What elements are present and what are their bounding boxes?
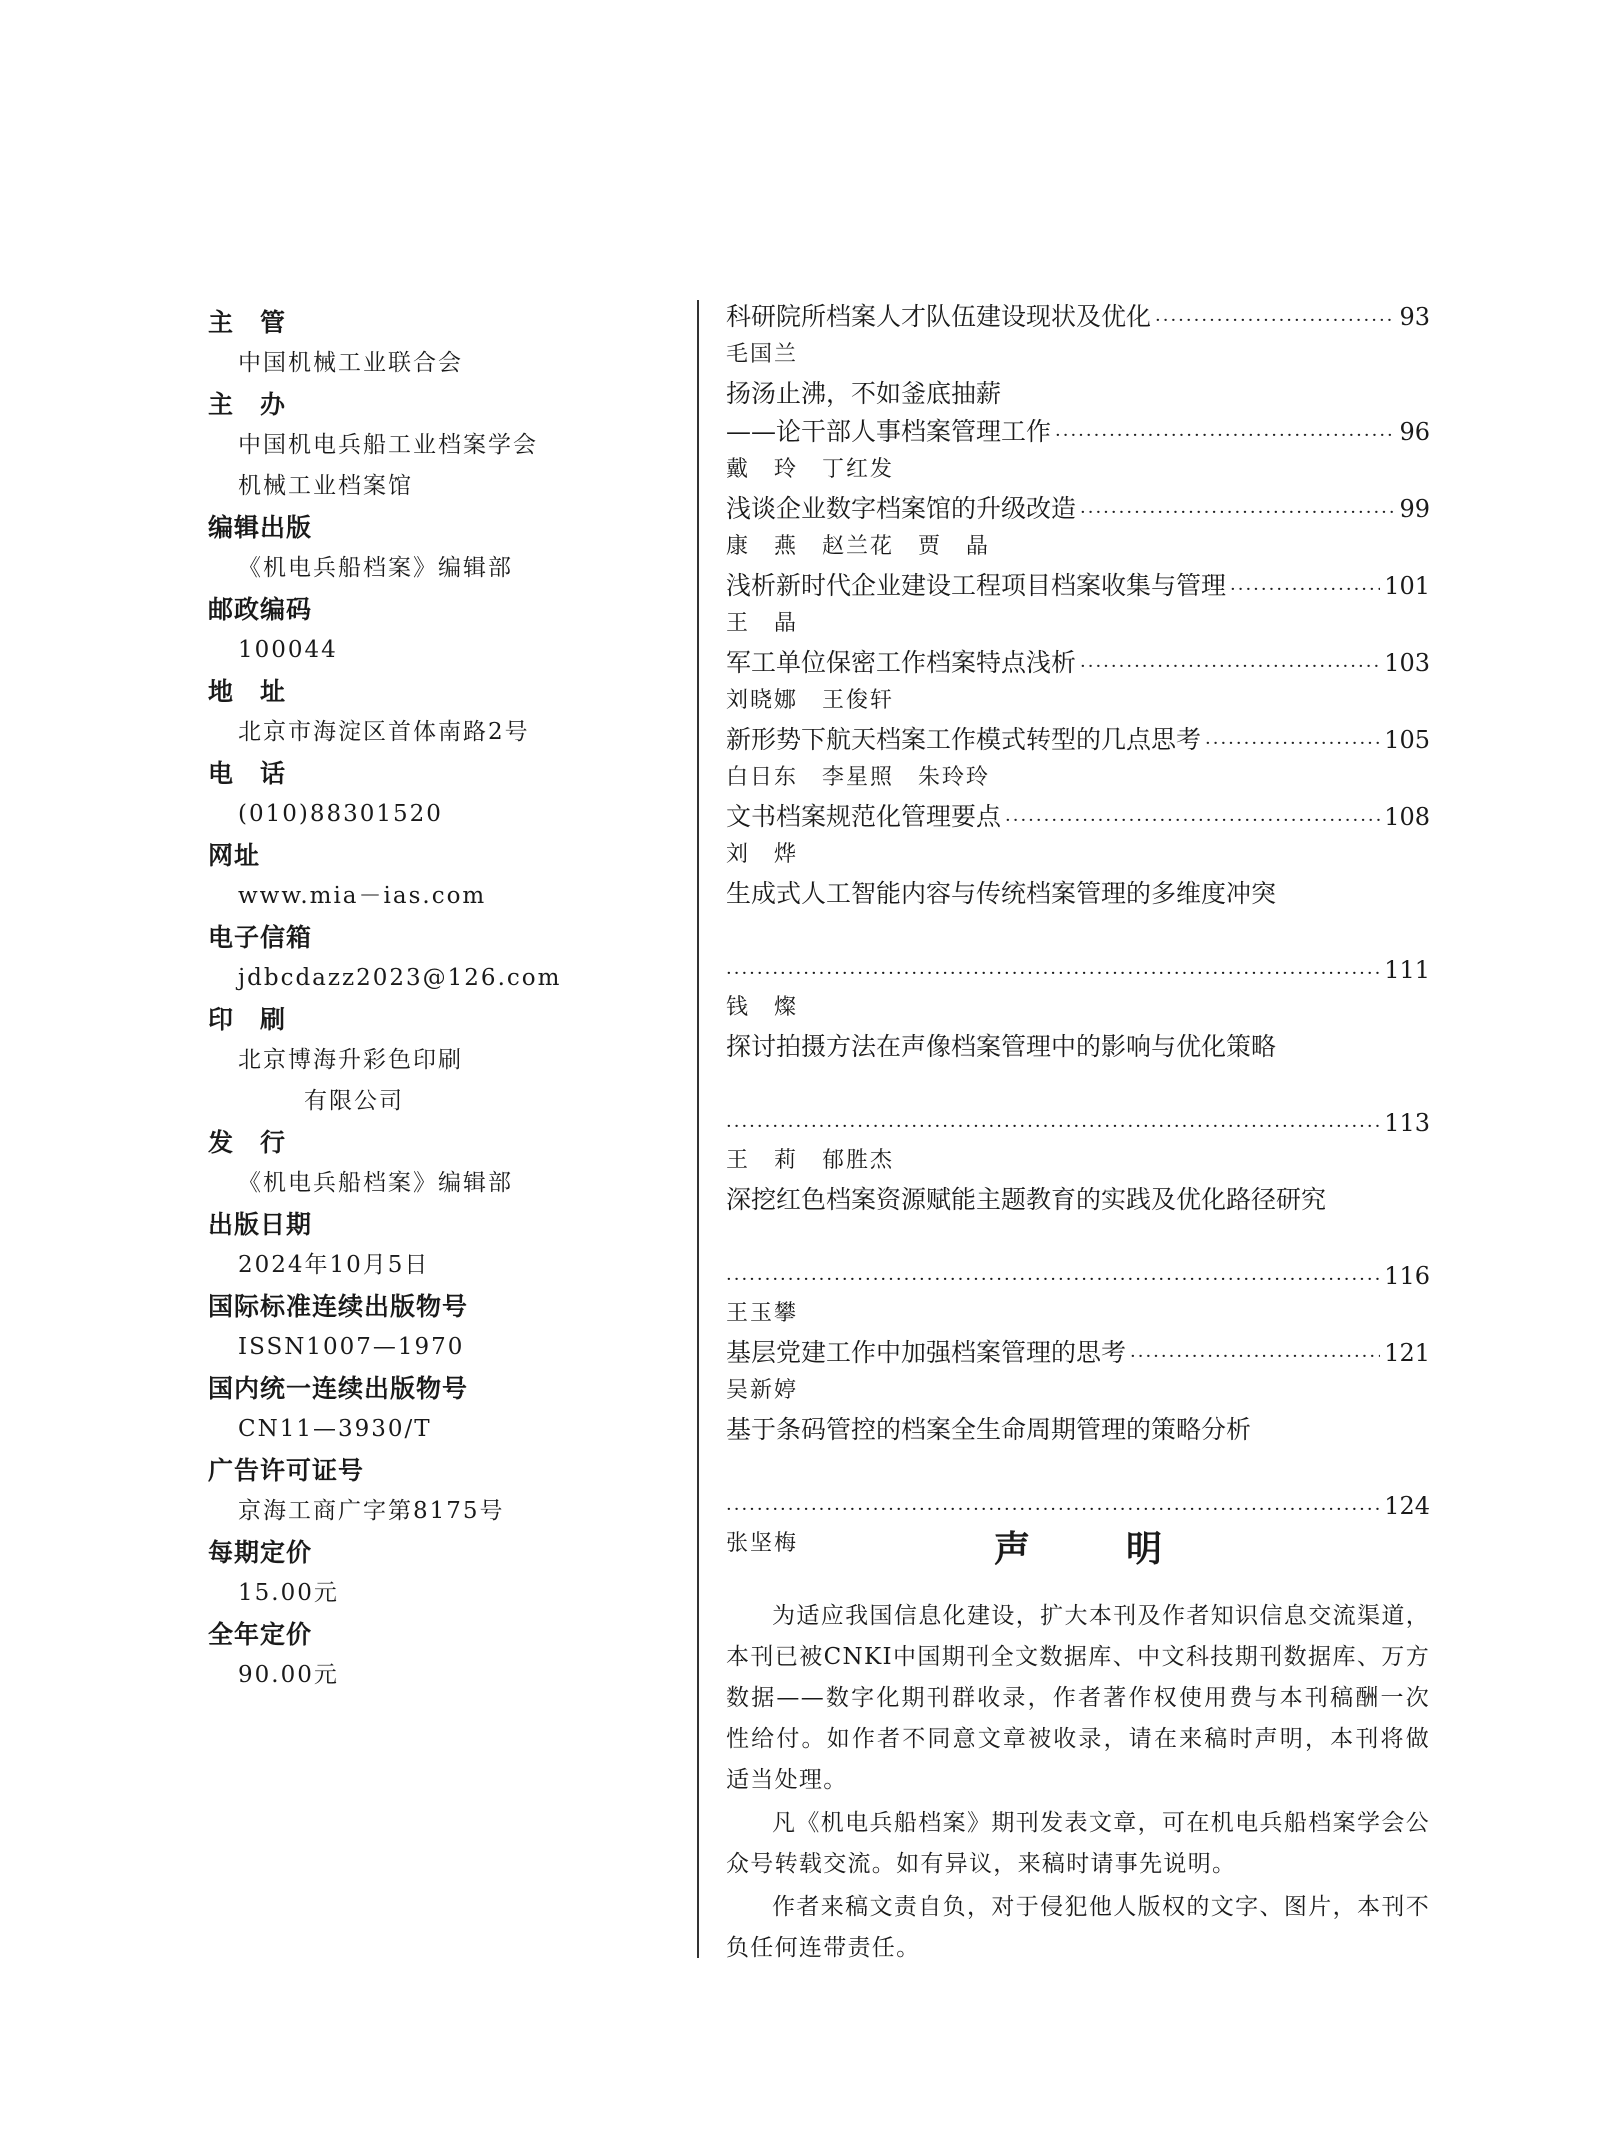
- toc-title-text: 生成式人工智能内容与传统档案管理的多维度冲突: [726, 879, 1277, 908]
- toc-gap: [726, 1219, 1430, 1257]
- toc-page-number: 108: [1384, 803, 1430, 831]
- toc-title-text: 扬汤止沸，不如釜底抽薪: [726, 379, 1002, 408]
- toc-leader-dots: [1205, 729, 1380, 759]
- toc-page-number: 93: [1399, 303, 1430, 331]
- toc-title-text: 深挖红色档案资源赋能主题教育的实践及优化路径研究: [726, 1185, 1327, 1214]
- masthead-label: 地 址: [208, 677, 287, 706]
- masthead-label: 广告许可证号: [208, 1456, 365, 1485]
- toc-leader-dots: [726, 1265, 1380, 1295]
- toc-entry-author: 白日东 李星照 朱玲玲: [726, 765, 991, 790]
- toc-entry-author: 王 晶: [726, 611, 799, 636]
- toc-page-number: 105: [1384, 726, 1430, 754]
- masthead-value: 15.00元: [238, 1580, 339, 1606]
- toc-title-text: 新形势下航天档案工作模式转型的几点思考: [726, 725, 1202, 754]
- toc-entry-title: [726, 875, 1430, 913]
- toc-entry-leader: [726, 951, 1430, 989]
- toc-title-text: 基于条码管控的档案全生命周期管理的策略分析: [726, 1415, 1252, 1444]
- masthead-value: 北京博海升彩色印刷: [238, 1047, 463, 1073]
- toc-entry-title: [726, 1181, 1430, 1219]
- toc-entry-author: 康 燕 赵兰花 贾 晶: [726, 534, 991, 559]
- toc-leader-dots: [1130, 1342, 1380, 1372]
- toc-entry-author: 钱 燦: [726, 995, 799, 1020]
- toc-leader-dots: [1155, 306, 1395, 336]
- toc-entry-author: 刘 烨: [726, 842, 799, 867]
- toc-page-number: 113: [1384, 1109, 1430, 1137]
- toc-title-text: 文书档案规范化管理要点: [726, 802, 1002, 831]
- masthead-label: 每期定价: [208, 1538, 313, 1567]
- toc-entry-author: 王玉攀: [726, 1301, 799, 1326]
- toc-leader-dots: [1005, 806, 1380, 836]
- masthead-label: 印 刷: [208, 1005, 287, 1034]
- toc-entry-title: [726, 298, 1430, 336]
- toc-entry-title: [726, 721, 1430, 759]
- masthead-value: 中国机械工业联合会: [238, 350, 463, 376]
- masthead-value: www.mia－ias.com: [238, 883, 487, 909]
- toc-entry-leader: [726, 1104, 1430, 1142]
- masthead-value: (010)88301520: [238, 801, 443, 827]
- toc-entry-title: [726, 1411, 1430, 1449]
- toc-page-number: 124: [1384, 1492, 1430, 1520]
- masthead-value: 2024年10月5日: [238, 1252, 430, 1278]
- toc-entry-title: [726, 490, 1430, 528]
- toc-leader-dots: [1080, 652, 1380, 682]
- masthead-label: 编辑出版: [208, 513, 313, 542]
- toc-title-text: 科研院所档案人才队伍建设现状及优化: [726, 302, 1152, 331]
- toc-page-number: 99: [1399, 495, 1430, 523]
- toc-title-text: 基层党建工作中加强档案管理的思考: [726, 1338, 1127, 1367]
- masthead-value: 90.00元: [238, 1662, 339, 1688]
- toc-title-text: 浅析新时代企业建设工程项目档案收集与管理: [726, 571, 1227, 600]
- masthead-value: 机械工业档案馆: [238, 473, 413, 499]
- masthead-label: 国际标准连续出版物号: [208, 1292, 469, 1321]
- statement-title: 声 明: [993, 1529, 1192, 1570]
- toc-entry-title: [726, 375, 1430, 413]
- column-divider: [697, 300, 699, 1958]
- masthead-value: ISSN1007—1970: [238, 1334, 465, 1360]
- masthead-label: 主 管: [208, 308, 287, 337]
- toc-page-number: 101: [1384, 572, 1430, 600]
- table-of-contents: [726, 298, 1430, 1564]
- toc-page-number: 111: [1384, 956, 1430, 984]
- toc-title-text: 军工单位保密工作档案特点浅析: [726, 648, 1077, 677]
- masthead-label: 主 办: [208, 390, 287, 419]
- toc-entry-author: 戴 玲 丁红发: [726, 457, 895, 482]
- masthead-value: 京海工商广字第8175号: [238, 1498, 505, 1524]
- masthead-label: 电子信箱: [208, 923, 313, 952]
- masthead-value: 《机电兵船档案》编辑部: [238, 555, 513, 581]
- toc-gap: [726, 1066, 1430, 1104]
- statement-paragraph-2: 凡《机电兵船档案》期刊发表文章，可在机电兵船档案学会公众号转载交流。如有异议，来稿时请事先说明。: [726, 1810, 1430, 1877]
- toc-entry-author: 刘晓娜 王俊轩: [726, 688, 895, 713]
- toc-entry-author: 吴新婷: [726, 1378, 799, 1403]
- masthead-value: 100044: [238, 637, 338, 663]
- toc-entry-title: [726, 1028, 1430, 1066]
- toc-gap: [726, 1449, 1430, 1487]
- toc-entry-title: [726, 567, 1430, 605]
- toc-page-number: 116: [1384, 1262, 1430, 1290]
- masthead-value: 《机电兵船档案》编辑部: [238, 1170, 513, 1196]
- toc-leader-dots: [726, 1112, 1380, 1142]
- toc-entry-author: 王 莉 郁胜杰: [726, 1148, 895, 1173]
- toc-subtitle-text: ——论干部人事档案管理工作: [726, 417, 1052, 446]
- toc-entry-title: [726, 1334, 1430, 1372]
- toc-entry-author: 毛国兰: [726, 342, 799, 367]
- masthead-value: 有限公司: [304, 1088, 404, 1114]
- masthead-label: 电 话: [208, 759, 287, 788]
- toc-title-text: 探讨拍摄方法在声像档案管理中的影响与优化策略: [726, 1032, 1277, 1061]
- masthead-label: 邮政编码: [208, 595, 313, 624]
- toc-entry-title: [726, 798, 1430, 836]
- masthead-value: jdbcdazz2023@126.com: [238, 965, 562, 991]
- toc-leader-dots: [726, 959, 1380, 989]
- toc-entry-leader: [726, 1257, 1430, 1295]
- masthead-value: CN11—3930/T: [238, 1416, 432, 1442]
- toc-leader-dots: [1230, 575, 1380, 605]
- masthead-label: 全年定价: [208, 1620, 313, 1649]
- masthead-value: 中国机电兵船工业档案学会: [238, 432, 538, 458]
- toc-leader-dots: [1055, 421, 1395, 451]
- masthead-value: 北京市海淀区首体南路2号: [238, 719, 530, 745]
- toc-entry-author: 张坚梅: [726, 1531, 799, 1556]
- toc-leader-dots: [1080, 498, 1395, 528]
- toc-page-number: 103: [1384, 649, 1430, 677]
- masthead-label: 出版日期: [208, 1210, 313, 1239]
- toc-title-text: 浅谈企业数字档案馆的升级改造: [726, 494, 1077, 523]
- statement-paragraph-1: 为适应我国信息化建设，扩大本刊及作者知识信息交流渠道，本刊已被CNKI中国期刊全文数据库、中文科技期刊数据库、万方数据——数字化期刊群收录，作者著作权使用费与本刊稿酬一次性给付。如作者不同意文章被收录，请在来稿时声明，本刊将做适当处理。: [726, 1603, 1430, 1793]
- toc-entry-title: [726, 644, 1430, 682]
- toc-gap: [726, 913, 1430, 951]
- toc-page-number: 121: [1384, 1339, 1430, 1367]
- masthead-label: 发 行: [208, 1128, 287, 1157]
- toc-entry-subtitle: [726, 413, 1430, 451]
- masthead-label: 网址: [208, 841, 261, 870]
- masthead-column: [208, 302, 668, 1696]
- statement-section: [726, 1520, 1430, 1971]
- masthead-label: 国内统一连续出版物号: [208, 1374, 469, 1403]
- toc-page-number: 96: [1399, 418, 1430, 446]
- statement-paragraph-3: 作者来稿文责自负，对于侵犯他人版权的文字、图片，本刊不负任何连带责任。: [726, 1894, 1430, 1961]
